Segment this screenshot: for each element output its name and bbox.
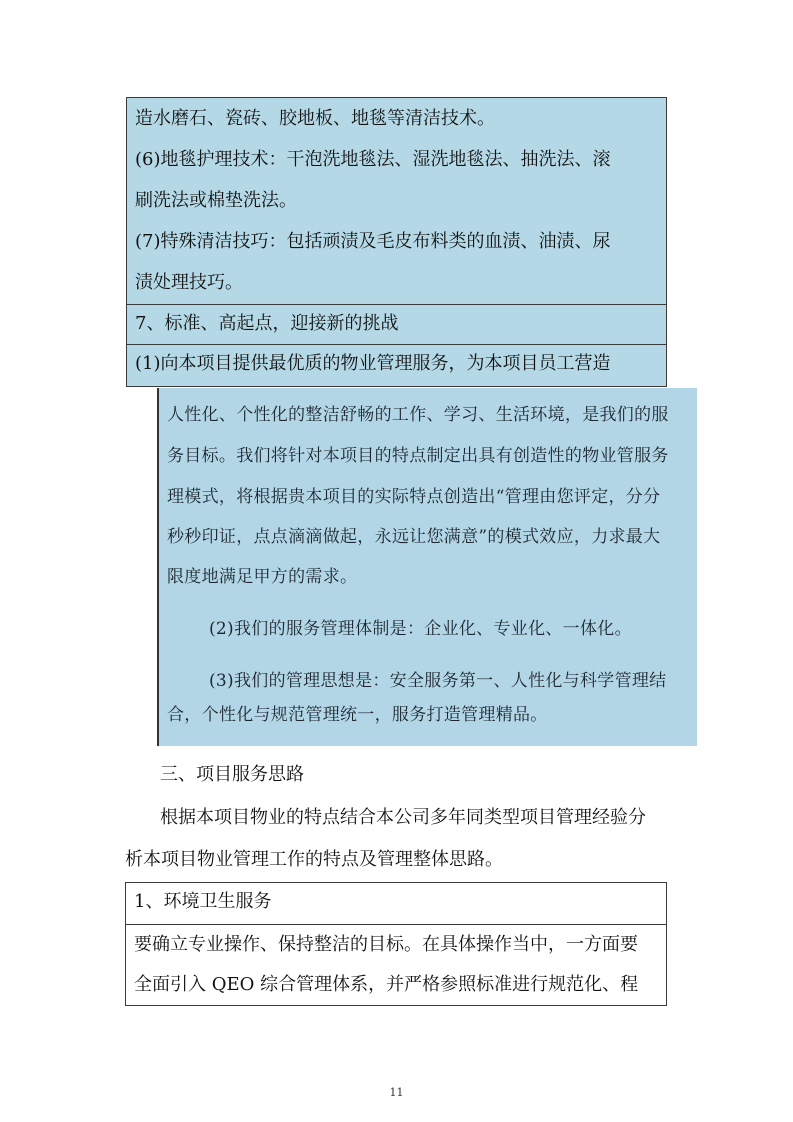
table-cell-heading [127, 304, 666, 344]
scan-item-3: (3)我们的管理思想是：安全服务第一、人性化与科学管理结 [209, 671, 667, 691]
text-line: 全面引入 QEO 综合管理体系，并严格参照标准进行规范化、程 [134, 974, 639, 995]
table-cell-item-1 [127, 344, 666, 386]
page-number: 11 [389, 1086, 404, 1099]
table-cell-cleaning-techniques [127, 98, 666, 304]
scan-line: 务目标。我们将针对本项目的特点制定出具有创造性的物业管服务 [167, 446, 669, 466]
paragraph-line: 析本项目物业管理工作的特点及管理整体思路。 [125, 849, 503, 870]
scan-line: 秒秒印证，点点滴滴做起，永远让您满意”的模式效应，力求最大 [167, 527, 661, 547]
text-line: 要确立专业操作、保持整洁的目标。在具体操作当中，一方面要 [134, 934, 638, 955]
text-line: (6)地毯护理技术：干泡洗地毯法、湿洗地毯法、抽洗法、滚 [135, 149, 611, 170]
scan-line: 合，个性化与规范管理统一，服务打造管理精品。 [167, 705, 548, 725]
cleaning-tech-table [126, 97, 667, 387]
section-title: 三、项目服务思路 [160, 764, 304, 785]
scan-line: 理模式，将根据贵本项目的实际特点创造出“管理由您评定，分分 [167, 487, 661, 507]
section-heading: 7、标准、高起点，迎接新的挑战 [135, 313, 399, 334]
text-line: 刷洗法或棉垫洗法。 [135, 190, 297, 211]
scan-item-2: (2)我们的服务管理体制是：企业化、专业化、一体化。 [209, 619, 632, 639]
text-line: (1)向本项目提供最优质的物业管理服务，为本项目员工营造 [135, 353, 611, 374]
scan-line: 人性化、个性化的整洁舒畅的工作、学习、生活环境，是我们的服 [167, 405, 669, 425]
scanned-text-image [157, 388, 697, 746]
text-line: (7)特殊清洁技巧：包括顽渍及毛皮布料类的血渍、油渍、尿 [135, 231, 611, 252]
paragraph-line: 根据本项目物业的特点结合本公司多年同类型项目管理经验分 [160, 807, 646, 828]
sanitation-service-table [125, 882, 667, 1006]
table-cell-heading [126, 883, 666, 925]
text-line: 渍处理技巧。 [135, 272, 243, 293]
section-heading: 1、环境卫生服务 [134, 891, 272, 912]
table-cell-content [126, 925, 666, 1005]
scan-line: 限度地满足甲方的需求。 [167, 567, 358, 587]
text-line: 造水磨石、瓷砖、胶地板、地毯等清洁技术。 [135, 108, 495, 129]
